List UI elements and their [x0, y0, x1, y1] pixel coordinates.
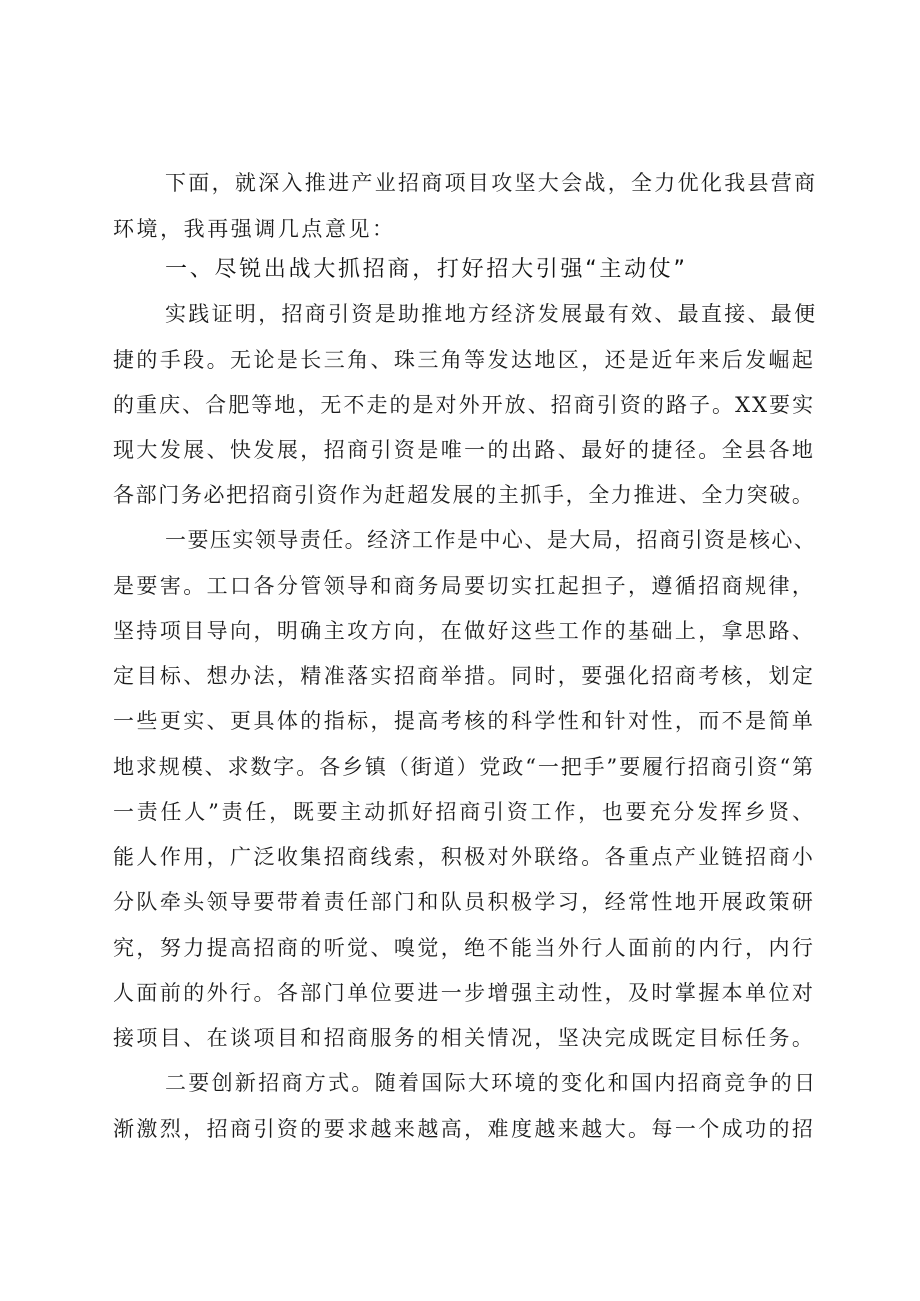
text-line: 环境，我再强调几点意见：	[113, 217, 396, 241]
text-line: 一要压实领导责任。经济工作是中心、是大局，招商引资是核心、	[165, 528, 817, 552]
text-line: 捷的手段。无论是长三角、珠三角等发达地区，还是近年来后发崛起	[113, 348, 816, 372]
text-line: 分队牵头领导要带着责任部门和队员积极学习，经常性地开展政策研	[113, 890, 816, 914]
text-line: 实践证明，招商引资是助推地方经济发展最有效、最直接、最便	[165, 302, 818, 326]
text-line: 渐激烈，招商引资的要求越来越高，难度越来越大。每一个成功的招	[113, 1117, 816, 1141]
text-line: 能人作用，广泛收集招商线索，积极对外联络。各重点产业链招商小	[113, 845, 816, 869]
text-line: 定目标、想办法，精准落实招商举措。同时，要强化招商考核，划定	[113, 664, 816, 688]
text-line: 一责任人”责任，既要主动抓好招商引资工作，也要充分发挥乡贤、	[113, 800, 816, 824]
text-line: 下面，就深入推进产业招商项目攻坚大会战，全力优化我县营商	[165, 171, 818, 195]
text-line: 二要创新招商方式。随着国际大环境的变化和国内招商竞争的日	[165, 1071, 818, 1095]
text-line: 地求规模、求数字。各乡镇（街道）党政“一把手”要履行招商引资“第	[113, 755, 816, 779]
text-line: 接项目、在谈项目和招商服务的相关情况，坚决完成既定目标任务。	[113, 1026, 816, 1050]
text-line: 是要害。工口各分管领导和商务局要切实扛起担子，遵循招商规律，	[113, 574, 816, 598]
text-line: 人面前的外行。各部门单位要进一步增强主动性，及时掌握本单位对	[113, 981, 816, 1005]
section-heading: 一、尽锐出战大抓招商，打好招大引强“主动仗”	[165, 257, 688, 282]
text-line: 各部门务必把招商引资作为赶超发展的主抓手，全力推进、全力突破。	[113, 483, 815, 507]
text-line: 坚持项目导向，明确主攻方向，在做好这些工作的基础上，拿思路、	[113, 619, 816, 643]
text-line: 究，努力提高招商的听觉、嗅觉，绝不能当外行人面前的内行，内行	[113, 936, 816, 960]
text-line: 现大发展、快发展，招商引资是唯一的出路、最好的捷径。全县各地	[113, 438, 816, 462]
text-line: 的重庆、合肥等地，无不走的是对外开放、招商引资的路子。XX要实	[113, 393, 816, 417]
text-line: 一些更实、更具体的指标，提高考核的科学性和针对性，而不是简单	[113, 709, 816, 733]
